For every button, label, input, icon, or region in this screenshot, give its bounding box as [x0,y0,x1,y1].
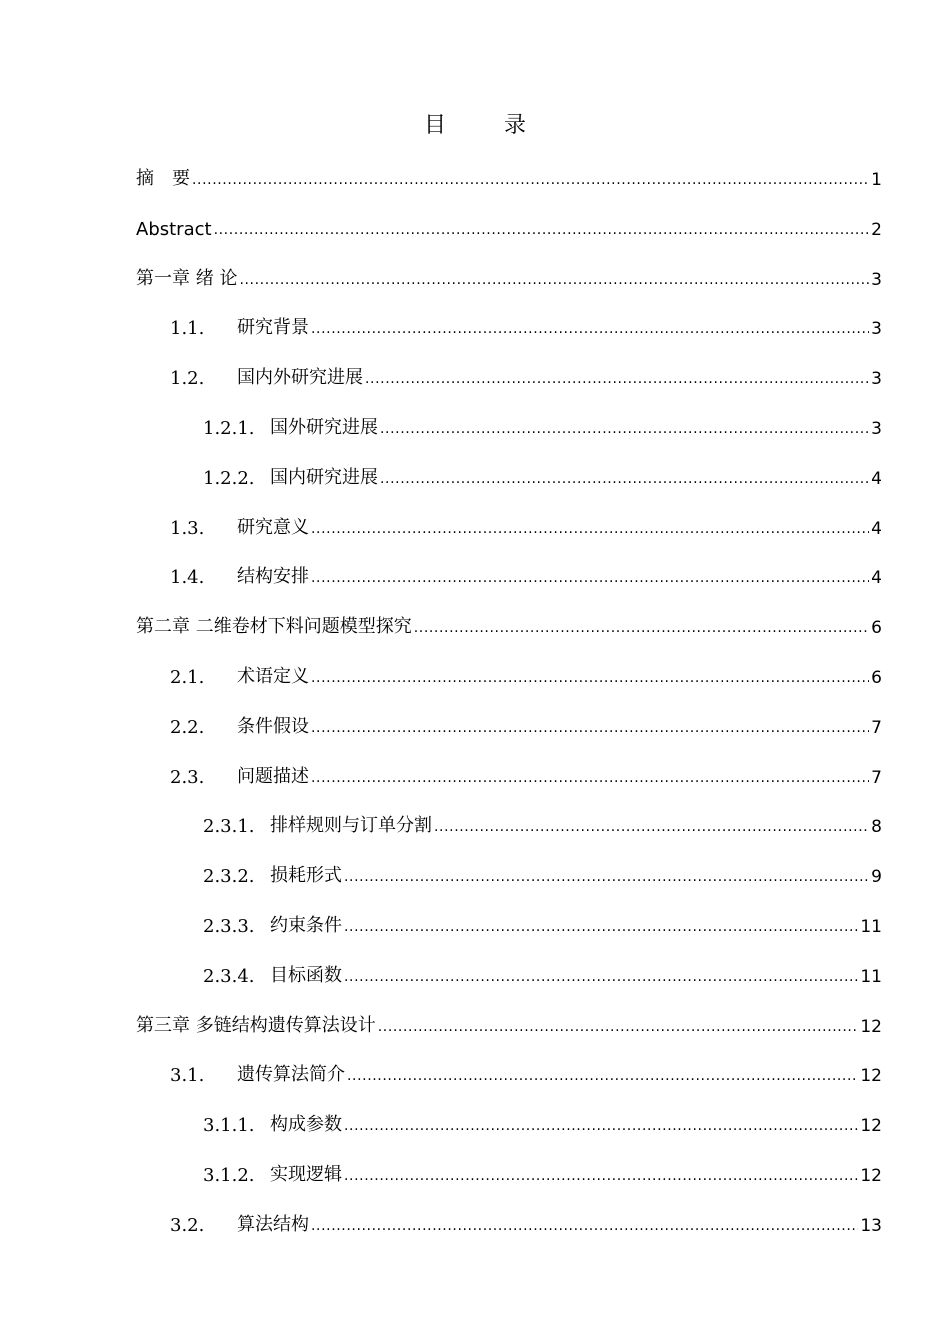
toc-entry-number: 1.2.2. [203,467,255,489]
toc-dot-leader [311,718,869,738]
toc-dot-leader [311,519,869,539]
toc-entry-number: 1.1. [170,318,205,340]
toc-entry-page: 3 [871,319,882,340]
toc-entry-number: 3.1. [170,1065,205,1087]
toc-entry-page: 12 [860,1016,882,1037]
toc-entry-number: 1.2.1. [203,418,255,439]
toc-dot-leader [311,768,869,788]
toc-entry-page: 3 [871,269,882,290]
toc-entry-title: 研究背景 [237,317,309,339]
toc-entry[interactable] [203,1156,882,1186]
toc-dot-leader [311,568,869,588]
toc-entry-number: 1.4. [170,567,205,589]
toc-entry-title: 实现逻辑 [270,1164,342,1185]
toc-entry-page: 12 [860,1166,882,1186]
toc-entry-title: 国内外研究进展 [237,367,363,389]
toc-entry-title: 目标函数 [270,964,342,986]
toc-entry-page: 9 [871,867,882,888]
toc-entry-title: 损耗形式 [270,865,342,887]
toc-entry[interactable] [136,160,882,190]
toc-entry-title: 国内研究进展 [270,466,378,488]
toc-entry-page: 3 [871,419,882,439]
toc-entry[interactable] [170,1056,882,1086]
toc-entry-number: 3.2. [170,1214,205,1236]
toc-entry-title: 摘 要 [136,168,190,189]
toc-entry[interactable] [203,1106,882,1136]
toc-entry-number: 2.3.4. [203,965,255,987]
toc-entry-title: 问题描述 [237,765,309,787]
toc-entry-number: 1.3. [170,517,205,539]
toc-entry-page: 6 [871,668,882,688]
toc-dot-leader [434,817,869,837]
toc-entry[interactable] [136,210,882,240]
toc-entry[interactable] [170,309,882,339]
toc-entry-page: 13 [860,1215,882,1236]
toc-entry[interactable] [203,807,882,837]
toc-dot-leader [414,618,869,638]
toc-entry-number: 3.1.1. [203,1115,255,1137]
toc-entry-page: 12 [860,1116,882,1137]
toc-entry[interactable] [136,260,882,290]
toc-entry[interactable] [203,409,882,439]
toc-entry[interactable] [170,509,882,539]
toc-dot-leader [311,668,869,688]
toc-entry-title: 第二章 二维卷材下料问题模型探究 [136,616,412,638]
toc-dot-leader [214,220,870,240]
toc-dot-leader [344,867,869,887]
toc-dot-leader [344,967,858,987]
toc-entry-page: 1 [871,170,882,190]
toc-dot-leader [344,1116,858,1136]
toc-entry[interactable] [170,359,882,389]
toc-entry-page: 3 [871,369,882,390]
toc-dot-leader [311,1216,858,1236]
toc-entry[interactable] [203,459,882,489]
toc-entry-title: 算法结构 [237,1213,309,1235]
toc-entry-number: 2.2. [170,716,205,738]
toc-entry-title: 约束条件 [270,915,342,936]
toc-dot-leader [380,469,869,489]
toc-dot-leader [347,1066,858,1086]
toc-entry-number: 2.3. [170,766,205,788]
toc-entry-title: 国外研究进展 [270,417,378,438]
toc-entry-title: 构成参数 [270,1114,342,1136]
toc-entry-page: 7 [871,767,882,788]
toc-dot-leader [344,1166,858,1186]
toc-entry-title: Abstract [136,218,212,240]
toc-entry-number: 2.3.3. [203,916,255,937]
toc-entry[interactable] [203,957,882,987]
toc-entry-page: 4 [871,568,882,589]
toc-entry-number: 2.3.2. [203,866,255,888]
toc-entry[interactable] [170,658,882,688]
toc-entry-number: 2.1. [170,667,205,688]
toc-entry[interactable] [136,608,882,638]
toc-title: 目 录 [423,113,544,138]
toc-entry-page: 4 [871,518,882,539]
toc-entry-number: 3.1.2. [203,1165,255,1186]
toc-entry[interactable] [170,1206,882,1236]
toc-entry-title: 术语定义 [237,666,309,687]
toc-entry[interactable] [203,907,882,937]
toc-entry-page: 8 [871,817,882,838]
toc-entry-page: 7 [871,717,882,738]
toc-entry-page: 2 [871,219,882,240]
toc-entry-title: 结构安排 [237,566,309,588]
toc-entry[interactable] [170,558,882,588]
toc-entry-page: 4 [871,468,882,489]
toc-entry[interactable] [170,708,882,738]
toc-entry-title: 条件假设 [237,715,309,737]
toc-entry-page: 11 [860,966,882,987]
toc-dot-leader [192,170,869,190]
toc-entry[interactable] [136,1007,882,1037]
toc-entry-title: 研究意义 [237,516,309,538]
toc-entry-number: 2.3.1. [203,816,255,838]
toc-entry-title: 第三章 多链结构遗传算法设计 [136,1014,376,1036]
toc-entry-title: 第一章 绪 论 [136,267,238,289]
toc-entry-page: 6 [871,618,882,639]
toc-dot-leader [380,419,869,439]
toc-entry[interactable] [203,857,882,887]
toc-dot-leader [344,917,858,937]
toc-entry-page: 11 [860,917,882,937]
toc-entry-page: 12 [860,1066,882,1087]
toc-entry-title: 排样规则与订单分割 [270,815,432,837]
toc-entry-number: 1.2. [170,368,205,390]
toc-entry-title: 遗传算法简介 [237,1064,345,1086]
toc-entry[interactable] [170,758,882,788]
toc-dot-leader [378,1017,859,1037]
toc-dot-leader [239,270,869,290]
toc-dot-leader [311,319,869,339]
toc-dot-leader [365,369,869,389]
